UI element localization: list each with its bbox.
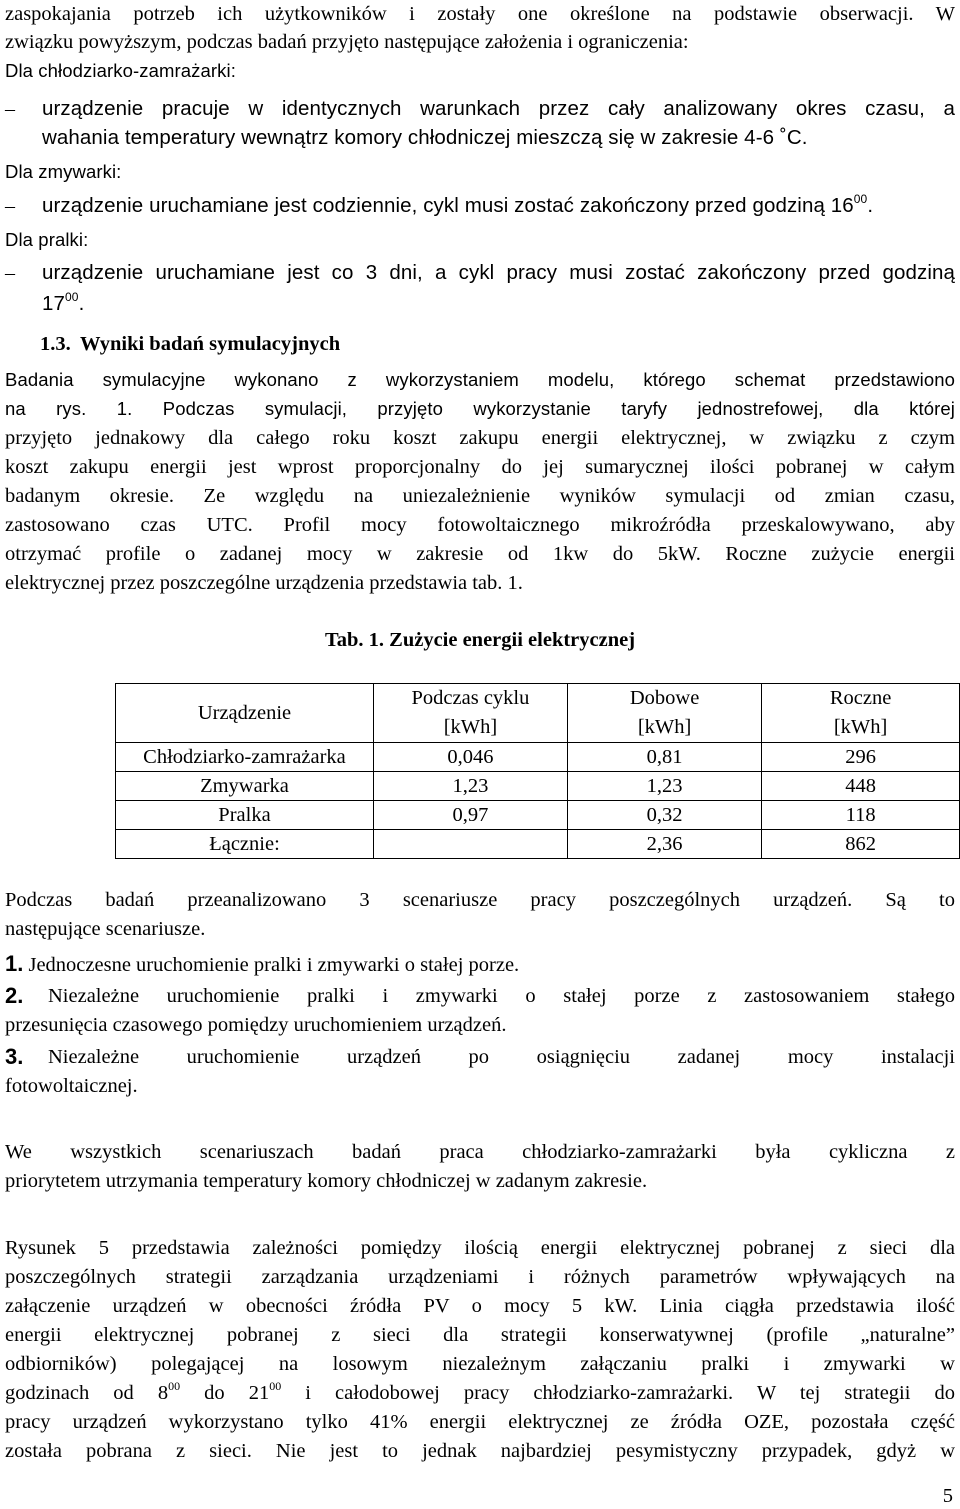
table-cell: 448 xyxy=(762,772,960,801)
scenario-text: Niezależne uruchomienie urządzeń po osiągnięciu zadanej mocy instalacji xyxy=(48,1046,955,1068)
paragraph-line xyxy=(5,1379,955,1407)
scenario-number-label: 3. xyxy=(5,1044,24,1069)
energy-table xyxy=(115,683,960,859)
punctuation: . xyxy=(78,292,85,315)
paragraph-line: następujące scenariusze. xyxy=(5,918,206,940)
header-label: Roczne xyxy=(829,687,892,709)
paragraph-line: elektrycznej przez poszczególne urządzenia przedstawia tab. 1. xyxy=(5,572,523,594)
paragraph-line: na rys. 1. Podczas symulacji, przyjęto wykorzystanie taryfy jednostrefowej, dla której xyxy=(5,398,955,419)
superscript: 00 xyxy=(65,290,79,304)
table-caption: Tab. 1. Zużycie energii elektrycznej xyxy=(324,629,636,651)
bullet-text xyxy=(42,124,808,152)
bullet-text-part: wahania temperatury wewnątrz komory chłodniczej mieszczą się w zakresie 4-6 xyxy=(42,126,775,149)
table-cell: Łącznie: xyxy=(116,830,374,859)
paragraph-line: energii elektrycznej pobranej z sieci dla strategii konserwatywnej (profile „naturalne” xyxy=(5,1324,955,1346)
table-cell: 296 xyxy=(762,743,960,772)
paragraph-line: przyjęto jednakowy dla całego roku koszt zakupu energii elektrycznej, w związku z czym xyxy=(5,427,955,449)
header-unit: [kWh] xyxy=(833,716,888,738)
scenario-number-label: 2. xyxy=(5,983,24,1008)
table-cell: 0,046 xyxy=(373,743,567,772)
text-part: godzinach od 8 xyxy=(5,1382,169,1404)
scenario-text-continued: przesunięcia czasowego pomiędzy uruchomieniem urządzeń. xyxy=(5,1014,507,1036)
header-daily xyxy=(567,684,761,743)
punctuation: . xyxy=(867,194,874,217)
table-cell xyxy=(373,830,567,859)
dash-bullet: – xyxy=(5,195,15,217)
paragraph-line: zastosowano czas UTC. Profil mocy fotowoltaicznego mikroźródła przeskalowywano, aby xyxy=(5,514,955,536)
superscript: 00 xyxy=(269,1379,282,1393)
scenario-item-1 xyxy=(5,950,519,979)
superscript: 00 xyxy=(168,1379,181,1393)
scenario-number: 1. xyxy=(5,951,24,976)
scenario-text-continued: fotowoltaicznej. xyxy=(5,1075,138,1097)
table-cell: Pralka xyxy=(116,801,374,830)
section-title: Wyniki badań symulacyjnych xyxy=(80,333,341,355)
paragraph-line: koszt zakupu energii jest wprost proporcjonalny do jej sumarycznej ilości pobranej w całym xyxy=(5,456,955,478)
table-cell: 118 xyxy=(762,801,960,830)
paragraph-line: Rysunek 5 przedstawia zależności pomiędzy ilością energii elektrycznej pobranej z sieci dla xyxy=(5,1237,955,1259)
paragraph-line: odbiorników) polegającej na losowym niezależnym załączaniu pralki i zmywarki w xyxy=(5,1353,955,1375)
paragraph-line: otrzymać profile o zadanej mocy w zakresie od 1kw do 5kW. Roczne zużycie energii xyxy=(5,543,955,565)
bullet-text-part: 17 xyxy=(42,292,66,315)
bullet-text-part: urządzenie uruchamiane jest codziennie, cykl musi zostać zakończony przed godziną 16 xyxy=(42,194,854,217)
text-part: do 21 xyxy=(180,1382,270,1404)
header-label: Urządzenie xyxy=(197,701,292,724)
table-row xyxy=(116,801,960,830)
paragraph-line: poszczególnych strategii zarządzania urządzeniami i różnych parametrów wpływających na xyxy=(5,1266,955,1288)
header-label: Podczas cyklu xyxy=(411,687,530,709)
table-cell: Chłodziarko-zamrażarka xyxy=(116,743,374,772)
scenario-number xyxy=(5,982,23,1011)
table-cell: 0,32 xyxy=(567,801,761,830)
table-row xyxy=(116,772,960,801)
scenario-text: Jednoczesne uruchomienie pralki i zmywarki o stałej porze. xyxy=(28,954,520,976)
table-cell: 2,36 xyxy=(567,830,761,859)
table-cell: 0,97 xyxy=(373,801,567,830)
bullet-text: urządzenie uruchamiane jest co 3 dni, a cykl pracy musi zostać zakończony przed godziną xyxy=(42,261,955,284)
table-cell: 1,23 xyxy=(567,772,761,801)
header-unit: [kWh] xyxy=(637,716,692,738)
scenario-text: Niezależne uruchomienie pralki i zmywarki o stałej porze z zastosowaniem stałego xyxy=(48,985,955,1007)
superscript: 00 xyxy=(853,192,868,206)
table-row xyxy=(116,743,960,772)
paragraph-line: zaspokajania potrzeb ich użytkowników i zostały one określone na podstawie obserwacji. W xyxy=(5,3,955,25)
table-cell: 1,23 xyxy=(373,772,567,801)
page-number: 5 xyxy=(942,1485,953,1507)
section-label-fridge: Dla chłodziarko-zamrażarki: xyxy=(5,60,236,81)
paragraph-line: badanym okresie. Ze względu na uniezależnienie wyników symulacji od zmian czasu, xyxy=(5,485,955,507)
paragraph-line: związku powyższym, podczas badań przyjęto następujące założenia i ograniczenia: xyxy=(5,31,689,53)
section-label-washer: Dla pralki: xyxy=(5,229,89,250)
paragraph-line: We wszystkich scenariuszach badań praca chłodziarko-zamrażarki była cykliczna z xyxy=(5,1141,955,1163)
table-cell: 0,81 xyxy=(567,743,761,772)
paragraph-line: priorytetem utrzymania temperatury komory chłodniczej w zadanym zakresie. xyxy=(5,1170,648,1192)
paragraph-line: Podczas badań przeanalizowano 3 scenariusze pracy poszczególnych urządzeń. Są to xyxy=(5,889,955,911)
header-label: Dobowe xyxy=(629,687,700,709)
table-cell: 862 xyxy=(762,830,960,859)
paragraph-line: pracy urządzeń wykorzystano tylko 41% energii elektrycznej ze źródła OZE, pozostała część xyxy=(5,1411,955,1433)
paragraph-line: załączenie urządzeń w obecności źródła PV o mocy 5 kW. Linia ciągła przedstawia ilość xyxy=(5,1295,955,1317)
text-part: i całodobowej pracy chłodziarko-zamrażarki. W tej strategii do xyxy=(281,1382,955,1404)
table-cell: Zmywarka xyxy=(116,772,374,801)
dash-bullet: – xyxy=(5,98,15,120)
header-unit: [kWh] xyxy=(443,716,498,738)
section-number: 1.3. xyxy=(40,333,71,355)
bullet-text xyxy=(42,192,873,220)
temperature-unit: ˚C. xyxy=(774,126,808,149)
paragraph-line: została pobrana z sieci. Nie jest to jednak najbardziej pesymistyczny przypadek, gdyż w xyxy=(5,1440,955,1462)
header-device xyxy=(116,684,374,743)
table-row xyxy=(116,830,960,859)
bullet-text xyxy=(42,290,84,318)
table-header-row xyxy=(116,684,960,743)
paragraph-line: Badania symulacyjne wykonano z wykorzystaniem modelu, którego schemat przedstawiono xyxy=(5,369,955,390)
section-label-dishwasher: Dla zmywarki: xyxy=(5,161,122,182)
section-heading xyxy=(40,330,340,358)
bullet-text: urządzenie pracuje w identycznych warunkach przez cały analizowany okres czasu, a xyxy=(42,97,955,120)
scenario-number xyxy=(5,1043,23,1072)
header-yearly xyxy=(762,684,960,743)
header-cycle xyxy=(373,684,567,743)
dash-bullet: – xyxy=(5,262,15,284)
